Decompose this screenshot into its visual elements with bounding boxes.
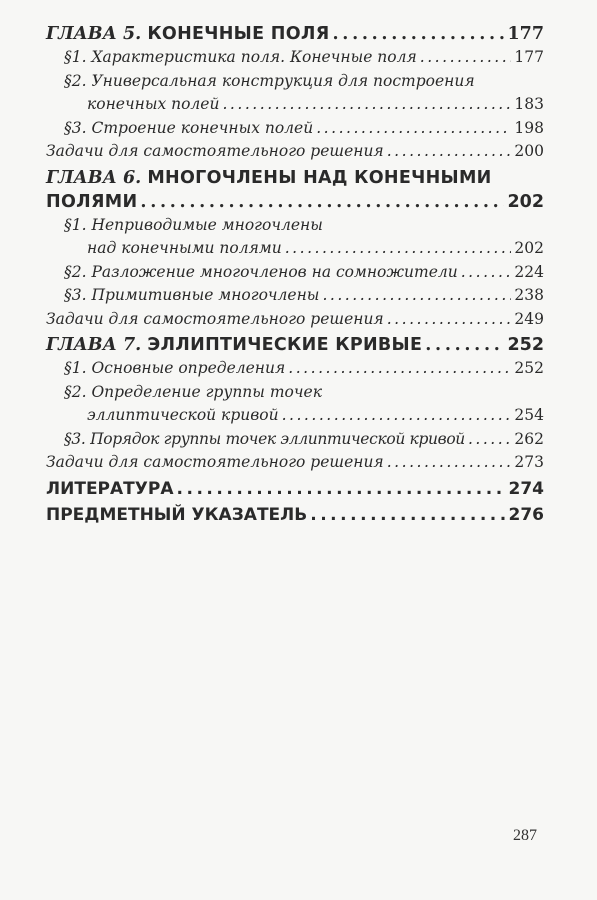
tasks-title: Задачи для самостоятельного решения	[46, 142, 384, 160]
toc-ch5-tasks[interactable]	[46, 140, 544, 164]
toc-ch5-section-1[interactable]	[46, 46, 544, 70]
chapter-6-title-line-2: ПОЛЯМИ	[46, 191, 138, 212]
chapter-7-label: ГЛАВА 7.	[46, 335, 142, 355]
toc-chapter-7[interactable]	[46, 333, 544, 357]
toc-ch5-section-2[interactable]	[46, 70, 544, 117]
section-page: 224	[514, 262, 544, 281]
toc-ch7-section-3[interactable]	[46, 428, 544, 452]
section-page: 183	[514, 95, 544, 113]
page-number: 287	[513, 827, 537, 844]
dot-leader	[222, 93, 511, 117]
chapter-7-title: ЭЛЛИПТИЧЕСКИЕ КРИВЫЕ	[147, 335, 423, 355]
section-title: §3. Примитивные многочлены	[64, 286, 320, 304]
section-title: §3. Порядок группы точек эллиптической кривой	[64, 429, 465, 448]
toc-literature[interactable]	[46, 477, 544, 501]
toc-ch7-section-1[interactable]	[46, 357, 544, 381]
section-title: §1. Основные определения	[64, 359, 286, 377]
section-page: 252	[514, 359, 544, 377]
chapter-5-title: КОНЕЧНЫЕ ПОЛЯ	[147, 24, 330, 44]
dot-leader	[425, 333, 504, 357]
section-page: 202	[514, 239, 544, 257]
dot-leader	[333, 22, 505, 46]
section-page: 238	[514, 286, 544, 304]
toc-ch6-section-2[interactable]	[46, 261, 544, 285]
toc-chapter-5[interactable]	[46, 22, 544, 46]
chapter-6-label: ГЛАВА 6.	[46, 167, 142, 188]
dot-leader	[282, 404, 512, 428]
dot-leader	[322, 284, 511, 308]
literature-page: 274	[508, 478, 544, 499]
chapter-6-page: 202	[507, 191, 544, 212]
section-title-line-1: §2. Определение группы точек	[64, 382, 322, 401]
toc-subject-index[interactable]	[46, 503, 544, 527]
dot-leader	[316, 117, 511, 141]
subject-index-title: ПРЕДМЕТНЫЙ УКАЗАТЕЛЬ	[46, 504, 308, 525]
section-page: 198	[514, 118, 544, 137]
section-title: §1. Характеристика поля. Конечные поля	[64, 48, 417, 66]
section-title-line-2: конечных полей	[87, 95, 220, 113]
dot-leader	[387, 308, 512, 332]
tasks-page: 249	[514, 309, 544, 328]
subject-index-page: 276	[508, 504, 544, 525]
section-page: 254	[514, 406, 544, 424]
section-page: 262	[514, 429, 544, 448]
literature-title: ЛИТЕРАТУРА	[46, 478, 174, 499]
table-of-contents	[46, 20, 544, 527]
section-page: 177	[514, 48, 544, 66]
dot-leader	[310, 503, 505, 527]
tasks-title: Задачи для самостоятельного решения	[46, 453, 384, 471]
section-title: §2. Разложение многочленов на сомножители	[64, 262, 458, 281]
dot-leader	[387, 451, 512, 475]
chapter-6-title-line-1: МНОГОЧЛЕНЫ НАД КОНЕЧНЫМИ	[147, 167, 492, 188]
dot-leader	[387, 140, 512, 164]
dot-leader	[461, 261, 512, 285]
chapter-7-page: 252	[507, 335, 544, 355]
toc-ch7-section-2[interactable]	[46, 381, 544, 428]
chapter-5-heading	[46, 22, 330, 46]
toc-chapter-6[interactable]	[46, 166, 544, 214]
tasks-page: 200	[514, 142, 544, 160]
section-title-line-1: §1. Неприводимые многочлены	[64, 215, 323, 234]
tasks-title: Задачи для самостоятельного решения	[46, 309, 384, 328]
toc-ch7-tasks[interactable]	[46, 451, 544, 475]
toc-ch6-section-3[interactable]	[46, 284, 544, 308]
dot-leader	[140, 190, 504, 214]
tasks-page: 273	[514, 453, 544, 471]
dot-leader	[285, 237, 512, 261]
dot-leader	[288, 357, 511, 381]
section-title-line-2: эллиптической кривой	[87, 406, 279, 424]
toc-ch6-tasks[interactable]	[46, 308, 544, 332]
section-title: §3. Строение конечных полей	[64, 118, 314, 137]
toc-ch5-section-3[interactable]	[46, 117, 544, 141]
dot-leader	[468, 428, 511, 452]
chapter-5-label: ГЛАВА 5.	[46, 24, 142, 44]
dot-leader	[420, 46, 512, 70]
chapter-7-heading	[46, 333, 422, 357]
toc-ch6-section-1[interactable]	[46, 214, 544, 261]
chapter-6-heading-line-1	[46, 166, 544, 190]
section-title-line-1: §2. Универсальная конструкция для построения	[64, 71, 475, 90]
dot-leader	[177, 477, 506, 501]
chapter-5-page: 177	[507, 24, 544, 44]
section-title-line-2: над конечными полями	[87, 239, 282, 257]
